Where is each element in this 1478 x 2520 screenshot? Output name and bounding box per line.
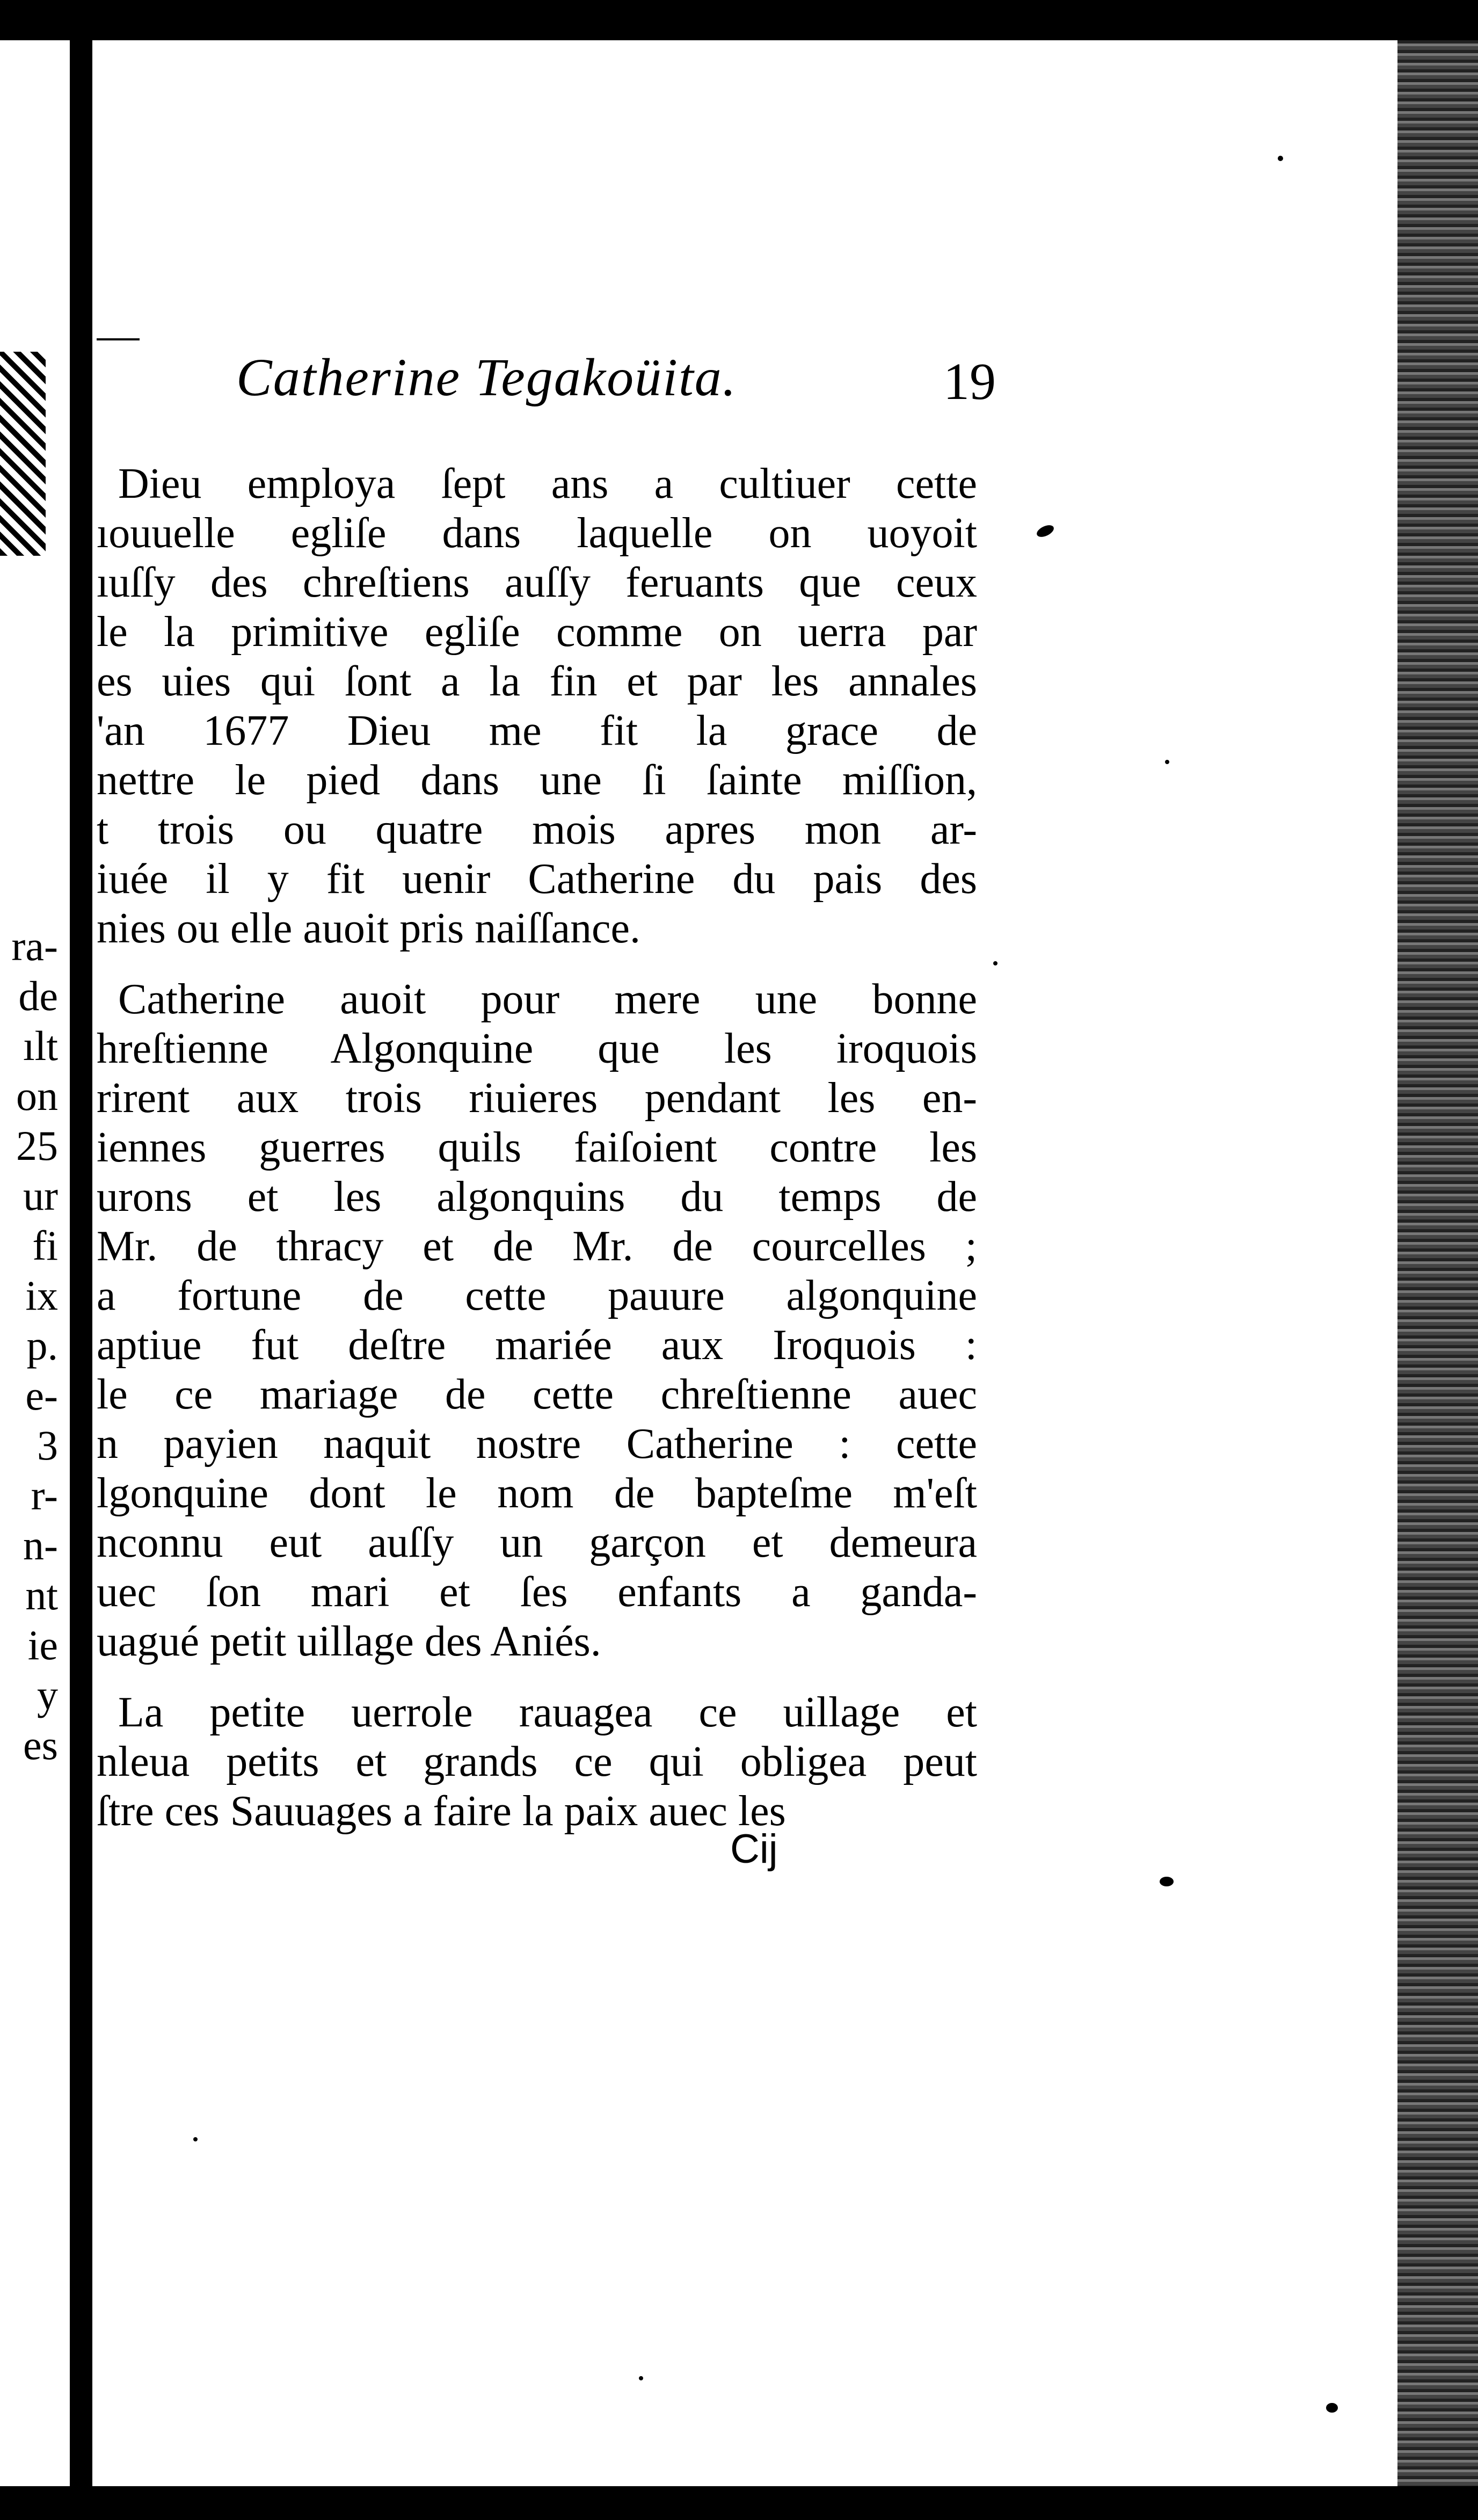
text-line: ıuſſy des chreſtiens auſſy feruants que ceux [97,559,977,606]
text-line: ſtre ces Sauuages a faire la paix auec les [97,1788,786,1835]
running-title: Catherine Tegakoüita. [236,347,737,407]
adjacent-fragment-line: ix [25,1272,58,1319]
text-line: nleua petits et grands ce qui obligea peut [97,1738,977,1785]
text-line: iuée il y fit uenir Catherine du pais des [97,855,977,903]
paragraph-gap [97,1666,977,1688]
adjacent-page-fragment [0,40,70,2486]
ornament-fragment [0,352,46,556]
paragraph [97,459,977,953]
text-line: uec ſon mari et ſes enfants a ganda- [97,1568,977,1616]
binding-shadow [81,40,92,2486]
text-line: hreſtienne Algonquine que les iroquois [97,1025,977,1072]
adjacent-fragment-line: y [37,1672,58,1718]
adjacent-page-text [0,921,70,1770]
adjacent-fragment-line: ur [23,1172,58,1219]
adjacent-fragment-line: fi [32,1222,58,1269]
page-edge-texture [1397,40,1478,2486]
book-page [81,40,1401,2486]
text-line: le ce mariage de cette chreſtienne auec [97,1371,977,1418]
text-line: nettre le pied dans une ſi ſainte miſſion, [97,757,977,804]
text-line: Dieu employa ſept ans a cultiuer cette [118,460,977,507]
text-line: t trois ou quatre mois apres mon ar- [97,806,977,853]
adjacent-fragment-line: r- [31,1472,58,1519]
adjacent-fragment-line: de [18,972,58,1019]
adjacent-fragment-line: on [16,1072,58,1119]
adjacent-fragment-line: ılt [23,1022,58,1069]
adjacent-fragment-line: 25 [16,1122,58,1169]
text-line: urons et les algonquins du temps de [97,1173,977,1221]
adjacent-fragment-line: nt [25,1572,58,1618]
signature-mark: Cij [730,1826,778,1872]
text-line: La petite uerrole rauagea ce uillage et [118,1689,977,1736]
page-number: 19 [943,353,996,411]
text-line: aptiue fut deſtre mariée aux Iroquois : [97,1321,977,1369]
text-line: nconnu eut auſſy un garçon et demeura [97,1519,977,1566]
adjacent-fragment-line: es [23,1722,58,1768]
text-line: a fortune de cette pauure algonquine [97,1272,977,1319]
adjacent-fragment-line: n- [23,1522,58,1568]
text-line: Catherine auoit pour mere une bonne [118,976,977,1023]
text-line: n payien naquit nostre Catherine : cette [97,1420,977,1468]
text-line: uagué petit uillage des Aniés. [97,1618,601,1665]
paragraph [97,1688,977,1836]
text-line: le la primitive egliſe comme on uerra par [97,608,977,656]
paragraph-gap [97,953,977,975]
text-line: iennes guerres quils faiſoient contre les [97,1124,977,1171]
text-line: nies ou elle auoit pris naiſſance. [97,905,641,952]
text-line: rirent aux trois riuieres pendant les en- [97,1074,977,1122]
header-rule [97,338,140,340]
adjacent-fragment-line: p. [26,1322,58,1369]
text-line: lgonquine dont le nom de bapteſme m'eſt [97,1470,977,1517]
text-line: ıouuelle egliſe dans laquelle on uoyoit [97,510,977,557]
text-line: 'an 1677 Dieu me fit la grace de [97,707,977,754]
adjacent-fragment-line: ie [27,1622,58,1668]
text-line: Mr. de thracy et de Mr. de courcelles ; [97,1223,977,1270]
text-line: es uies qui ſont a la fin et par les annales [97,658,977,705]
adjacent-fragment-line: e- [25,1372,58,1419]
running-header [236,346,996,416]
adjacent-fragment-line: 3 [37,1422,58,1469]
paragraph [97,975,977,1666]
adjacent-fragment-line: ra- [11,923,58,969]
body-text [97,459,977,1836]
